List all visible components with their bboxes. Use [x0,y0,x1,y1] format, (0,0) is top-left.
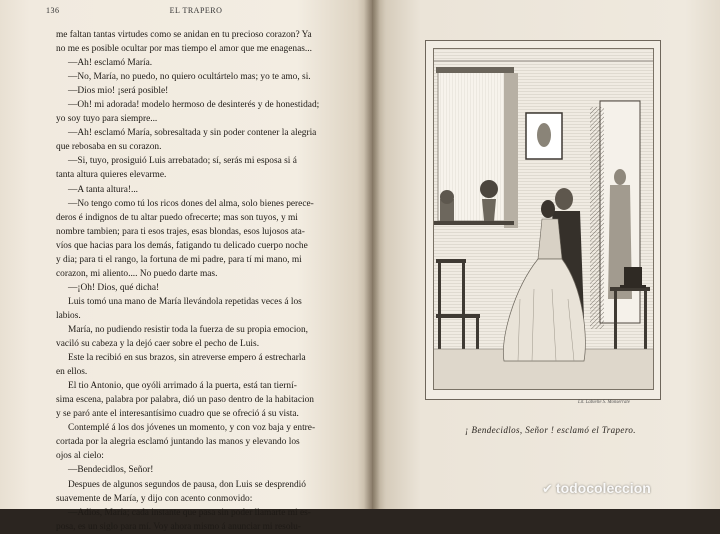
text-line: —Oh! mi adorada! modelo hermoso de desinterés y de honestidad; [68,100,320,111]
text-line: que rebosaba en su corazon. [56,142,162,153]
text-line: y dia; para ti el rango, la fortuna de mi padre, para tí mi mano, mi [56,254,302,265]
text-line: ojos al cielo: [56,451,104,462]
text-line: suavemente de María, y dijo con acento conmovido: [56,493,253,504]
text-line: en ellos. [56,367,88,378]
illustration-engraving [433,48,654,390]
text-line: vaciló su cabeza y la dejó caer sobre el pecho de Luis. [56,339,260,350]
text-line: Contemplé á los dos jóvenes un momento, y con voz baja y entre- [68,423,316,434]
text-line: —Dios mio! ¡será posible! [68,86,169,97]
chair [436,259,466,263]
text-line: yo soy tuyo para siempre... [56,114,158,125]
text-line: tanta altura quieres elevarme. [56,170,167,181]
text-line: —No, María, no puedo, no quiero ocultártelo mas; yo te amo, si. [68,72,311,83]
text-line: Este la recibió en sus brazos, sin atreverse empero á estrecharla [68,353,306,364]
text-line: —Adios, María; cada instante que pasa sin poder llamarte mi es- [68,507,311,518]
text-line: —Bendecidlos, Señor! [68,465,154,476]
book-spine [364,0,380,509]
page-number: 136 [46,6,60,15]
text-line: Despues de algunos segundos de pausa, don Luis se desprendió [68,479,306,490]
text-line: corazon, mi aliento.... No puedo darte mas. [56,268,218,279]
text-line: posa, es un siglo para mí. Voy ahora mismo á anunciar mi resolu- [56,521,301,532]
text-line: no me es posible ocultar por mas tiempo el amor que me enagenas... [56,44,312,55]
text-line: —Ah! esclamó María. [68,58,153,69]
text-line: cortada por la alegria esclamó juntando las manos y elevando los [56,437,300,448]
text-line: —Si, tuyo, prosiguió Luis arrebatado; sí, serás mi esposa si á [68,156,297,167]
text-line: —A tanta altura!... [68,184,139,195]
text-line: —No tengo como tú los ricos dones del alma, solo bienes perece- [68,198,314,209]
text-line: deros é indignos de tu altar puedo ofrecerte; mas son tuyos, y mi [56,212,298,223]
text-line: sima escena, palabra por palabra, dió un paso dentro de la habitacion [56,395,314,406]
running-head [46,6,346,18]
man-figure [555,188,573,210]
text-line: víos que hacias para los demás, fatigando tu delicado cuerpo noche [56,240,308,251]
watermark [542,480,712,500]
running-head-title: EL TRAPERO [169,6,223,15]
text-line: María, no pudiendo resistir toda la fuerza de su propia emocion, [68,324,309,335]
text-line: y se paró ante el interesantísimo cuadro que se ofreció á su vista. [56,409,299,420]
text-line: —Ah! esclamó María, sobresaltada y sin poder contener la alegria [68,128,317,139]
text-line: —¡Oh! Dios, qué dicha! [68,282,160,293]
text-line: me faltan tantas virtudes como se anidan en tu precioso corazon? Ya [56,30,312,40]
text-line: Luis tomó una mano de María llevándola repetidas veces á los [68,296,302,307]
text-line: El tio Antonio, que oyóli arrimado á la puerta, está tan tierní- [68,381,297,392]
body-text [56,28,324,534]
woman-figure [541,200,555,218]
checkmark-icon: ✔ [542,481,553,496]
text-line: nombre tambien; para ti esos trajes, esas blondas, esos lujosos ata- [56,226,305,237]
text-line: labios. [56,310,81,321]
illustration-caption: ¡ Bendecidlos, Señor ! esclamó el Trapero. [465,425,636,435]
watermark-brand: todocoleccion [555,480,651,496]
old-man-figure [614,169,626,185]
engraver-credit: Lit. Labielle S. Monserrate [578,400,630,405]
